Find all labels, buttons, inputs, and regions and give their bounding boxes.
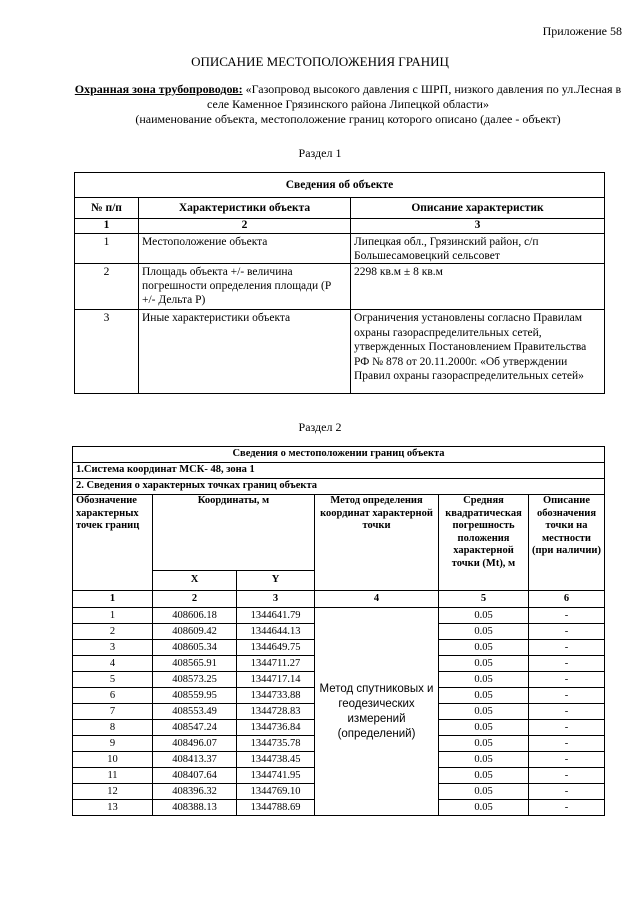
points-section-label: 2. Сведения о характерных точках границ объекта bbox=[73, 479, 605, 495]
section2-heading: Раздел 2 bbox=[298, 420, 342, 434]
subject-text: «Газопровод высокого давления с ШРП, низкого давления по ул.Лесная в селе Каменное Грязинского района Липецкой области» bbox=[207, 82, 622, 111]
point-number: 6 bbox=[73, 688, 153, 704]
point-description: - bbox=[529, 608, 605, 624]
table-row bbox=[75, 264, 605, 310]
point-number: 10 bbox=[73, 752, 153, 768]
point-error: 0.05 bbox=[439, 608, 529, 624]
point-x: 408573.25 bbox=[153, 672, 237, 688]
point-y: 1344717.14 bbox=[237, 672, 315, 688]
col-number: 4 bbox=[315, 591, 439, 608]
col-number: 2 bbox=[153, 591, 237, 608]
point-y: 1344711.27 bbox=[237, 656, 315, 672]
point-y: 1344736.84 bbox=[237, 720, 315, 736]
point-x: 408565.91 bbox=[153, 656, 237, 672]
point-error: 0.05 bbox=[439, 656, 529, 672]
row-number: 3 bbox=[75, 310, 139, 394]
col-header-point-description: Описание обозначения точки на местности (при наличии) bbox=[529, 495, 605, 591]
point-description: - bbox=[529, 784, 605, 800]
point-y: 1344738.45 bbox=[237, 752, 315, 768]
point-number: 13 bbox=[73, 800, 153, 816]
point-x: 408547.24 bbox=[153, 720, 237, 736]
col-number: 6 bbox=[529, 591, 605, 608]
row-description: 2298 кв.м ± 8 кв.м bbox=[351, 264, 605, 310]
point-error: 0.05 bbox=[439, 768, 529, 784]
point-error: 0.05 bbox=[439, 752, 529, 768]
subject-lead: Охранная зона трубопроводов: bbox=[74, 82, 243, 96]
boundary-table-title: Сведения о местоположении границ объекта bbox=[73, 447, 605, 463]
point-error: 0.05 bbox=[439, 784, 529, 800]
point-y: 1344641.79 bbox=[237, 608, 315, 624]
row-characteristic: Иные характеристики объекта bbox=[139, 310, 351, 394]
table-row bbox=[73, 608, 605, 624]
point-number: 3 bbox=[73, 640, 153, 656]
point-x: 408609.42 bbox=[153, 624, 237, 640]
point-description: - bbox=[529, 640, 605, 656]
point-error: 0.05 bbox=[439, 688, 529, 704]
point-description: - bbox=[529, 704, 605, 720]
point-x: 408559.95 bbox=[153, 688, 237, 704]
point-description: - bbox=[529, 656, 605, 672]
point-y: 1344644.13 bbox=[237, 624, 315, 640]
col-number: 2 bbox=[139, 219, 351, 234]
col-number: 3 bbox=[237, 591, 315, 608]
point-description: - bbox=[529, 768, 605, 784]
point-number: 7 bbox=[73, 704, 153, 720]
point-description: - bbox=[529, 688, 605, 704]
point-number: 1 bbox=[73, 608, 153, 624]
object-info-title: Сведения об объекте bbox=[75, 173, 605, 198]
appendix-label: Приложение 58 bbox=[542, 24, 622, 38]
object-subject bbox=[74, 82, 622, 127]
row-description: Липецкая обл., Грязинский район, с/п Большесамовецкий сельсовет bbox=[351, 234, 605, 264]
col-header-designation: Обозначение характерных точек границ bbox=[73, 495, 153, 591]
subject-note: (наименование объекта, местоположение границ которого описано (далее - объект) bbox=[135, 112, 561, 126]
point-error: 0.05 bbox=[439, 672, 529, 688]
point-error: 0.05 bbox=[439, 624, 529, 640]
boundary-points-table bbox=[72, 446, 605, 816]
row-number: 2 bbox=[75, 264, 139, 310]
col-number: 3 bbox=[351, 219, 605, 234]
col-number: 5 bbox=[439, 591, 529, 608]
col-number: 1 bbox=[73, 591, 153, 608]
point-y: 1344733.88 bbox=[237, 688, 315, 704]
col-header-characteristic: Характеристики объекта bbox=[139, 198, 351, 219]
col-header-description: Описание характеристик bbox=[351, 198, 605, 219]
point-y: 1344788.69 bbox=[237, 800, 315, 816]
point-y: 1344728.83 bbox=[237, 704, 315, 720]
point-x: 408606.18 bbox=[153, 608, 237, 624]
point-number: 12 bbox=[73, 784, 153, 800]
point-x: 408553.49 bbox=[153, 704, 237, 720]
point-x: 408388.13 bbox=[153, 800, 237, 816]
point-x: 408407.64 bbox=[153, 768, 237, 784]
point-y: 1344649.75 bbox=[237, 640, 315, 656]
table-row bbox=[75, 234, 605, 264]
method-cell: Метод спутниковых и геодезических измерений (определений) bbox=[315, 608, 439, 816]
point-y: 1344769.10 bbox=[237, 784, 315, 800]
point-x: 408413.37 bbox=[153, 752, 237, 768]
point-number: 2 bbox=[73, 624, 153, 640]
point-description: - bbox=[529, 720, 605, 736]
point-x: 408496.07 bbox=[153, 736, 237, 752]
point-description: - bbox=[529, 736, 605, 752]
point-y: 1344741.95 bbox=[237, 768, 315, 784]
row-number: 1 bbox=[75, 234, 139, 264]
coord-system-label: 1.Система координат МСК- 48, зона 1 bbox=[73, 463, 605, 479]
col-header-number: № п/п bbox=[75, 198, 139, 219]
row-description: Ограничения установлены согласно Правилам охраны газораспределительных сетей, утвержденных Постановлением Правительства РФ № 878 от 20.11.2000г. «Об утверждении Правил охраны газораспределительных сетей» bbox=[351, 310, 605, 394]
point-error: 0.05 bbox=[439, 720, 529, 736]
point-number: 5 bbox=[73, 672, 153, 688]
table-row bbox=[75, 310, 605, 394]
point-number: 11 bbox=[73, 768, 153, 784]
point-y: 1344735.78 bbox=[237, 736, 315, 752]
col-header-y: Y bbox=[237, 571, 315, 591]
point-error: 0.05 bbox=[439, 736, 529, 752]
object-info-table bbox=[74, 172, 605, 394]
point-number: 9 bbox=[73, 736, 153, 752]
point-x: 408396.32 bbox=[153, 784, 237, 800]
point-description: - bbox=[529, 800, 605, 816]
point-number: 8 bbox=[73, 720, 153, 736]
col-header-coordinates: Координаты, м bbox=[153, 495, 315, 571]
col-header-x: X bbox=[153, 571, 237, 591]
point-x: 408605.34 bbox=[153, 640, 237, 656]
point-error: 0.05 bbox=[439, 704, 529, 720]
col-header-method: Метод определения координат характерной точки bbox=[315, 495, 439, 591]
col-header-error: Средняя квадратическая погрешность положения характерной точки (Mt), м bbox=[439, 495, 529, 591]
point-description: - bbox=[529, 624, 605, 640]
point-error: 0.05 bbox=[439, 640, 529, 656]
section1-heading: Раздел 1 bbox=[298, 146, 342, 160]
point-description: - bbox=[529, 672, 605, 688]
row-characteristic: Местоположение объекта bbox=[139, 234, 351, 264]
point-description: - bbox=[529, 752, 605, 768]
row-characteristic: Площадь объекта +/- величина погрешности определения площади (P +/- Дельта P) bbox=[139, 264, 351, 310]
document-title: ОПИСАНИЕ МЕСТОПОЛОЖЕНИЯ ГРАНИЦ bbox=[191, 54, 449, 69]
point-number: 4 bbox=[73, 656, 153, 672]
point-error: 0.05 bbox=[439, 800, 529, 816]
col-number: 1 bbox=[75, 219, 139, 234]
